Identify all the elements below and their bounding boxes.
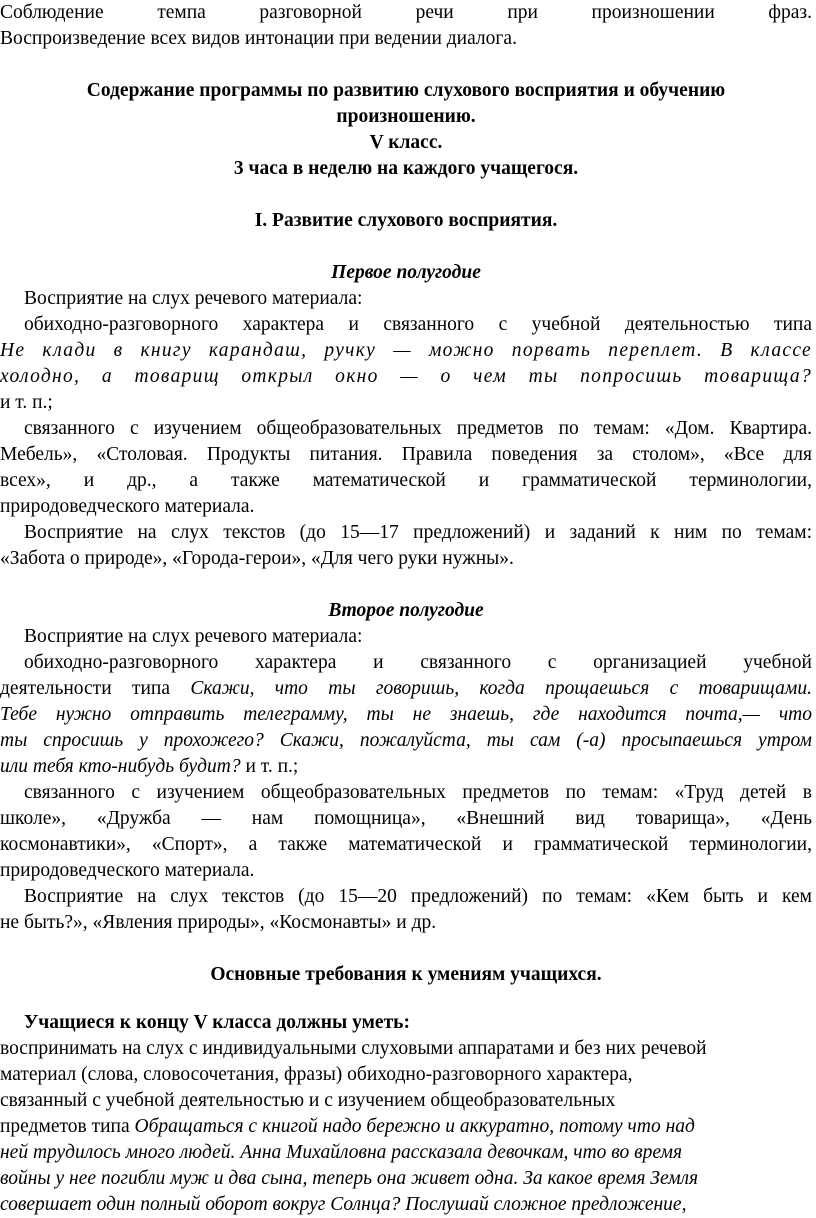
program-title-line-2: произношению.	[336, 106, 476, 127]
second-half-p3-line-2: школе», «Дружба — нам помощница», «Внешний вид товарища», «День	[0, 808, 812, 829]
spacer	[0, 52, 812, 78]
spacer	[0, 234, 812, 260]
spacer	[0, 182, 812, 208]
second-half-p2-line-2-plain: деятельности типа	[0, 678, 191, 699]
requirements-title: Основные требования к умениям учащихся.	[210, 964, 602, 985]
second-half-p4-line-2: не быть?», «Явления природы», «Космонавты» и др.	[0, 912, 437, 933]
second-half-p2-line-5-plain: и т. п.;	[240, 756, 299, 777]
second-half-p2-line-5	[0, 754, 812, 780]
second-half-p3-line-4: природоведческого материала.	[0, 860, 255, 881]
requirements-line-7: совершает один полный оборот вокруг Солнца? Послушай сложное предложение,	[0, 1194, 687, 1215]
intro-line-1: Соблюдение темпа разговорной речи при произношении фраз.	[0, 2, 812, 23]
second-half-p3-line-1: связанного с изучением общеобразовательных предметов по темам: «Труд детей в	[24, 782, 812, 803]
first-half-title: Первое полугодие	[331, 262, 481, 283]
first-half-p2-italic-1: Не клади в книгу карандаш, ручку — можно порвать переплет. В классе	[0, 340, 812, 361]
second-half-p2-line-3: Тебе нужно отправить телеграмму, ты не знаешь, где находится почта,— что	[0, 704, 812, 725]
spacer	[0, 572, 812, 598]
spacer	[0, 936, 812, 962]
first-half-p2-line-1: обиходно-разговорного характера и связанного с учебной деятельностью типа	[24, 314, 812, 335]
requirements-line-3: связанный с учебной деятельностью и с изучением общеобразовательных	[0, 1090, 616, 1111]
second-half-p4-line-1: Восприятие на слух текстов (до 15—20 предложений) по темам: «Кем быть и кем	[24, 886, 812, 907]
grade-heading: V класс.	[369, 132, 443, 153]
requirements-line-4	[0, 1114, 812, 1140]
second-half-title: Второе полугодие	[328, 600, 484, 621]
first-half-p3-line-1: связанного с изучением общеобразовательных предметов по темам: «Дом. Квартира.	[24, 418, 812, 439]
first-half-p2-end: и т. п.;	[0, 392, 53, 413]
requirements-line-1: воспринимать на слух с индивидуальными слуховыми аппаратами и без них речевой	[0, 1038, 707, 1059]
program-title-line-1: Содержание программы по развитию слухового восприятия и обучению	[86, 80, 726, 101]
first-half-p3-line-2: Мебель», «Столовая. Продукты питания. Правила поведения за столом», «Все для	[0, 444, 812, 465]
requirements-line-2: материал (слова, словосочетания, фразы) обиходно-разговорного характера,	[0, 1064, 633, 1085]
first-half-p3-line-3: всех», и др., а также математической и грамматической терминологии,	[0, 470, 812, 491]
spacer	[0, 988, 812, 1010]
requirements-line-6: войны у нее погибли муж и два сына, теперь она живет одна. За какое время Земля	[0, 1168, 699, 1189]
second-half-p2-line-4: ты спросишь у прохожего? Скажи, пожалуйста, ты сам (-а) просыпаешься утром	[0, 730, 812, 751]
requirements-line-4-plain: предметов типа	[0, 1116, 135, 1137]
second-half-p3-line-3: космонавтики», «Спорт», а также математической и грамматической терминологии,	[0, 834, 812, 855]
second-half-p2-line-5-italic: или тебя кто-нибудь будит?	[0, 756, 241, 777]
first-half-p1: Восприятие на слух речевого материала:	[24, 288, 363, 309]
first-half-p3-line-4: природоведческого материала.	[0, 496, 255, 517]
first-half-p4-line-2: «Забота о природе», «Города-герои», «Для чего руки нужны».	[0, 548, 514, 569]
second-half-p2-line-1: обиходно-разговорного характера и связанного с организацией учебной	[24, 652, 812, 673]
first-half-p4-line-1: Восприятие на слух текстов (до 15—17 предложений) и заданий к ним по темам:	[24, 522, 812, 543]
requirements-subtitle: Учащиеся к концу V класса должны уметь:	[24, 1012, 410, 1033]
section-1-title: I. Развитие слухового восприятия.	[254, 210, 558, 231]
second-half-p2-line-2	[0, 676, 812, 702]
requirements-line-4-italic: Обращаться с книгой надо бережно и аккуратно, потому что над	[134, 1116, 695, 1137]
first-half-p2-italic-2: холодно, а товарищ открыл окно — о чем ты попросишь товарища?	[0, 366, 812, 387]
hours-heading: 3 часа в неделю на каждого учащегося.	[233, 158, 579, 179]
requirements-line-5: ней трудилось много людей. Анна Михайловна рассказала девочкам, что во время	[0, 1142, 683, 1163]
second-half-p2-line-2-italic: Скажи, что ты говоришь, когда прощаешься с товарищами.	[190, 678, 812, 699]
second-half-p1: Восприятие на слух речевого материала:	[24, 626, 363, 647]
intro-line-2: Воспроизведение всех видов интонации при ведении диалога.	[0, 28, 517, 49]
